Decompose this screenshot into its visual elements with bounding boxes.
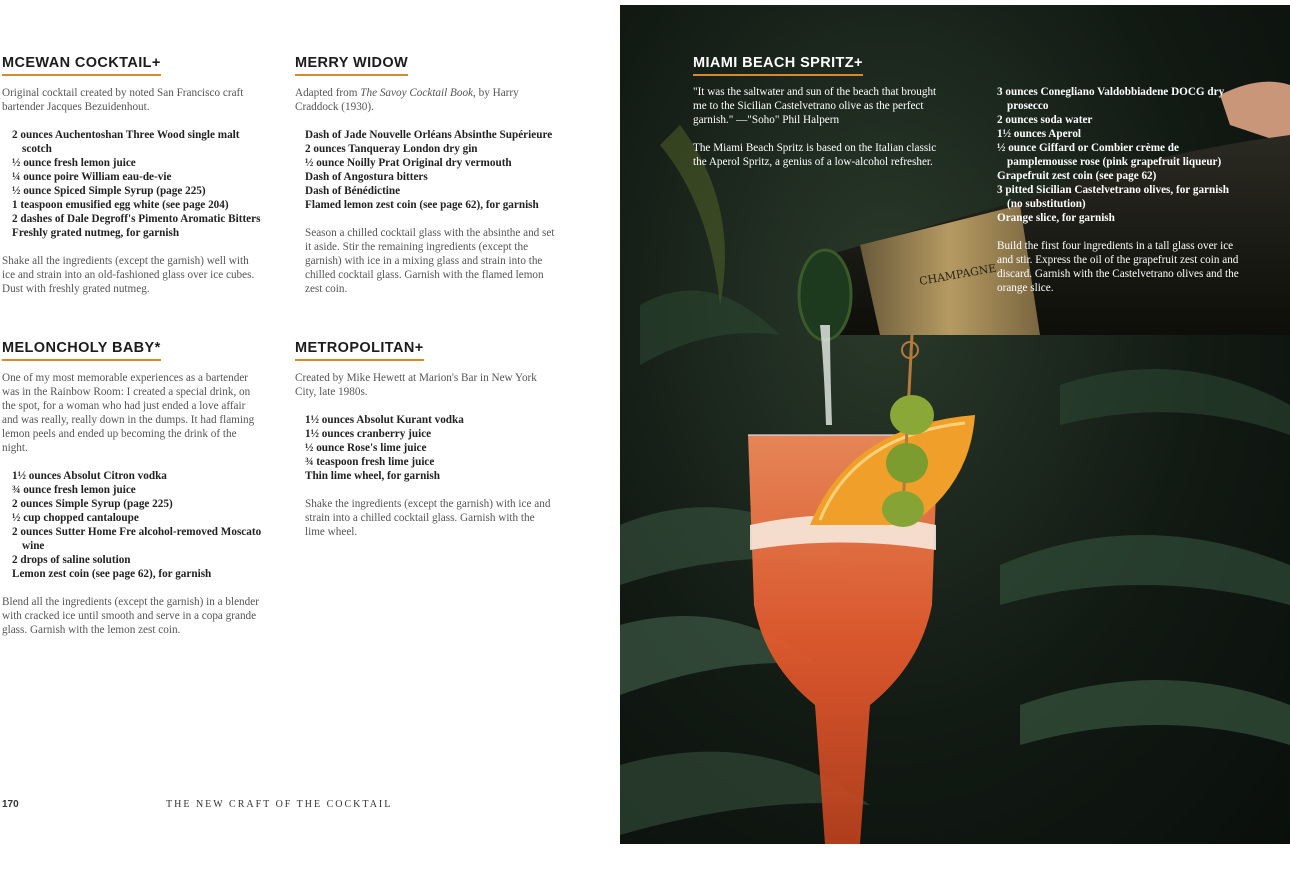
- ingredient: 2 ounces Auchentoshan Three Wood single malt scotch: [12, 129, 240, 155]
- ingredient-list: [2, 469, 264, 581]
- recipe-ingredients-block: [997, 85, 1247, 295]
- recipe-quote: "It was the saltwater and sun of the beach that brought me to the Sicilian Castelvetrano olive as the perfect garnish." —"Soho" Phil Halpern: [693, 86, 937, 126]
- ingredient: 1 teaspoon emusified egg white (see page 204): [12, 199, 229, 211]
- intro-prefix: Adapted from: [295, 87, 361, 99]
- ingredient-list: [295, 128, 557, 212]
- right-column: [295, 54, 557, 582]
- left-page: [0, 0, 610, 871]
- ingredient: ¾ teaspoon fresh lime juice: [305, 456, 435, 468]
- recipe-method: Blend all the ingredients (except the garnish) in a blender with cracked ice until smooth and serve in a copa grande glass. Garnish with the lemon zest coin.: [2, 596, 259, 636]
- running-title: THE NEW CRAFT OF THE COCKTAIL: [166, 799, 393, 810]
- ingredient: 3 ounces Conegliano Valdobbiadene DOCG dry prosecco: [997, 86, 1225, 112]
- ingredient: Grapefruit zest coin (see page 62): [997, 170, 1157, 182]
- ingredient: ½ ounce Rose's lime juice: [305, 442, 427, 454]
- recipe-title: MELONCHOLY BABY*: [2, 340, 161, 361]
- ingredient: 1½ ounces Absolut Citron vodka: [12, 470, 167, 482]
- book-title: The Savoy Cocktail Book: [360, 87, 474, 99]
- ingredient: ½ ounce Spiced Simple Syrup (page 225): [12, 185, 206, 197]
- recipe-method: Shake all the ingredients (except the garnish) well with ice and strain into an old-fashioned glass over ice cubes. Dust with freshly grated nutmeg.: [2, 255, 255, 295]
- recipe-meloncholy-baby: [2, 339, 264, 637]
- ingredient: 3 pitted Sicilian Castelvetrano olives, for garnish (no substitution): [997, 184, 1229, 210]
- recipe-method: Build the first four ingredients in a tall glass over ice and stir. Express the oil of the grapefruit zest coin and discard. Garnish with the Castelvetrano olives and the orange slice.: [997, 240, 1239, 294]
- ingredient-list: [2, 128, 264, 240]
- ingredient: ½ ounce Noilly Prat Original dry vermouth: [305, 157, 512, 169]
- recipe-intro: Original cocktail created by noted San Francisco craft bartender Jacques Bezuidenhout.: [2, 87, 244, 113]
- ingredient: 1½ ounces cranberry juice: [305, 428, 432, 440]
- left-column: [2, 54, 264, 680]
- ingredient: ½ ounce fresh lemon juice: [12, 157, 136, 169]
- intro-suffix: , by Harry Craddock (1930).: [295, 87, 519, 113]
- ingredient: 2 ounces Sutter Home Fre alcohol-removed Moscato wine: [12, 526, 262, 552]
- recipe-title: METROPOLITAN+: [295, 340, 424, 361]
- recipe-method: Season a chilled cocktail glass with the absinthe and set it aside. Stir the remaining ingredients (except the garnish) with ice in a mixing glass and strain into the chilled cocktail glass. Garnish with the flamed lemon zest coin.: [305, 227, 555, 295]
- recipe-mcewan-cocktail: [2, 54, 264, 296]
- ingredient: Dash of Jade Nouvelle Orléans Absinthe Supérieure: [305, 129, 553, 141]
- recipe-title: MERRY WIDOW: [295, 55, 408, 76]
- ingredient: 2 drops of saline solution: [12, 554, 131, 566]
- recipe-description: The Miami Beach Spritz is based on the Italian classic the Aperol Spritz, a genius of a low-alcohol refresher.: [693, 142, 937, 168]
- ingredient: 2 ounces Simple Syrup (page 225): [12, 498, 173, 510]
- ingredient: Freshly grated nutmeg, for garnish: [12, 227, 180, 239]
- recipe-merry-widow: [295, 54, 557, 296]
- page-number: 170: [2, 799, 19, 810]
- recipe-title: MCEWAN COCKTAIL+: [2, 55, 161, 76]
- ingredient: ¾ ounce fresh lemon juice: [12, 484, 136, 496]
- ingredient-list: [997, 85, 1247, 225]
- ingredient: ½ ounce Giffard or Combier crème de pamplemousse rose (pink grapefruit liqueur): [997, 142, 1222, 168]
- recipe-intro: [295, 86, 557, 114]
- recipe-intro-block: [693, 85, 948, 183]
- ingredient: 2 ounces soda water: [997, 114, 1093, 126]
- bottle-label-text: CHAMPAGNE: [918, 261, 998, 288]
- recipe-metropolitan: [295, 339, 557, 539]
- ingredient: 2 ounces Tanqueray London dry gin: [305, 143, 478, 155]
- recipe-title: MIAMI BEACH SPRITZ+: [693, 55, 863, 76]
- recipe-intro: Created by Mike Hewett at Marion's Bar in New York City, late 1980s.: [295, 372, 537, 398]
- cocktail-photo: [620, 5, 1290, 844]
- recipe-method: Shake the ingredients (except the garnish) with ice and strain into a chilled cocktail glass. Garnish with the lime wheel.: [305, 498, 551, 538]
- ingredient: Dash of Angostura bitters: [305, 171, 428, 183]
- ingredient: Thin lime wheel, for garnish: [305, 470, 440, 482]
- ingredient: ½ cup chopped cantaloupe: [12, 512, 139, 524]
- ingredient-list: [295, 413, 557, 483]
- ingredient: Orange slice, for garnish: [997, 212, 1115, 224]
- ingredient: 1½ ounces Aperol: [997, 128, 1082, 140]
- ingredient: 2 dashes of Dale Degroff's Pimento Aromatic Bitters: [12, 213, 261, 225]
- ingredient: Lemon zest coin (see page 62), for garnish: [12, 568, 212, 580]
- ingredient: 1½ ounces Absolut Kurant vodka: [305, 414, 464, 426]
- ingredient: Dash of Bénédictine: [305, 185, 401, 197]
- recipe-intro: One of my most memorable experiences as a bartender was in the Rainbow Room: I created a special drink, on the spot, for a woman who had just ended a love affair and was really, really down in the dumps. It had flaming lemon peels and ended up becoming the drink of the night.: [2, 372, 255, 454]
- ingredient: Flamed lemon zest coin (see page 62), for garnish: [305, 199, 539, 211]
- ingredient: ¼ ounce poire William eau-de-vie: [12, 171, 172, 183]
